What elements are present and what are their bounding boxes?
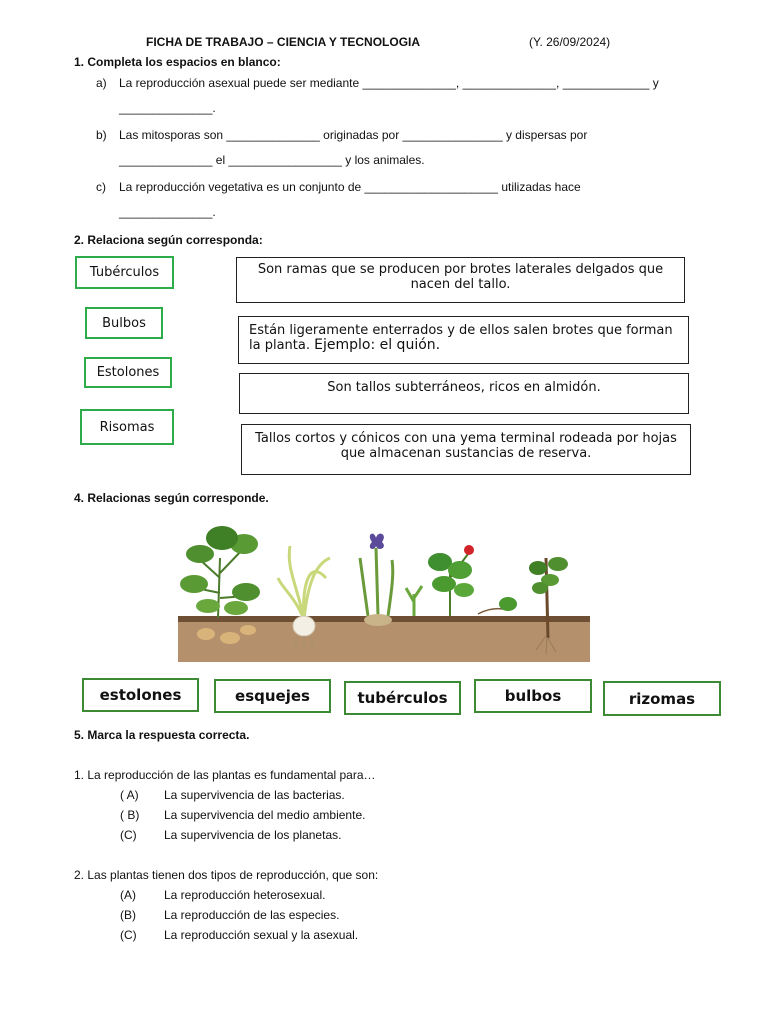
strawberry-plant-icon <box>428 545 517 616</box>
q2-option-b-text: La reproducción de las especies. <box>164 908 340 922</box>
q1-option-c-marker[interactable]: (C) <box>120 828 137 842</box>
definition-box-2[interactable] <box>238 316 689 364</box>
word-label: bulbos <box>504 687 562 705</box>
item-b-line1: Las mitosporas son ______________ originadas por _______________ y dispersas por <box>119 128 588 142</box>
question-2: 2. Las plantas tienen dos tipos de reproducción, que son: <box>74 868 379 882</box>
word-box-bulbos[interactable] <box>474 679 592 713</box>
definition-text: Son tallos subterráneos, ricos en almidón. <box>327 380 601 395</box>
worksheet-title: FICHA DE TRABAJO – CIENCIA Y TECNOLOGIA <box>146 35 421 49</box>
item-c-marker: c) <box>96 180 106 194</box>
section4-heading: 4. Relacionas según corresponde. <box>74 491 269 505</box>
q2-option-c-text: La reproducción sexual y la asexual. <box>164 928 359 942</box>
term-label: Risomas <box>99 419 155 435</box>
q2-option-b-marker[interactable]: (B) <box>120 908 136 922</box>
q1-option-b-text: La supervivencia del medio ambiente. <box>164 808 366 822</box>
definition-box-4[interactable] <box>241 424 691 475</box>
plants-illustration <box>178 518 590 662</box>
definition-box-1[interactable] <box>236 257 685 303</box>
word-box-rizomas[interactable] <box>603 681 721 716</box>
word-label: estolones <box>99 686 182 704</box>
term-label: Estolones <box>96 365 160 380</box>
q2-option-a-marker[interactable]: (A) <box>120 888 136 902</box>
item-a-line2: ______________. <box>119 101 216 115</box>
definition-text: Tallos cortos y cónicos con una yema terminal rodeada por hojas que almacenan sustancias de reserva. <box>255 431 677 461</box>
question-1: 1. La reproducción de las plantas es fundamental para… <box>74 768 376 782</box>
item-b-line2: ______________ el _________________ y los animales. <box>119 153 425 167</box>
q1-option-b-marker[interactable]: ( B) <box>120 808 140 822</box>
word-box-estolones[interactable] <box>82 678 199 712</box>
term-label: Tubérculos <box>89 265 160 280</box>
item-a-line1: La reproducción asexual puede ser mediante ______________, ______________, _____________ y <box>119 76 659 90</box>
section5-heading: 5. Marca la respuesta correcta. <box>74 728 250 742</box>
q1-option-a-marker[interactable]: ( A) <box>120 788 139 802</box>
term-box-estolones[interactable] <box>84 357 172 388</box>
definition-box-3[interactable] <box>239 373 689 414</box>
word-box-esquejes[interactable] <box>214 679 331 713</box>
definition-text: Están ligeramente enterrados y de ellos salen brotes que forman la planta. <box>249 323 673 353</box>
iris-plant-icon <box>360 534 393 626</box>
word-label: tubérculos <box>357 689 448 707</box>
section2-heading: 2. Relaciona según corresponda: <box>74 233 263 247</box>
q1-option-a-text: La supervivencia de las bacterias. <box>164 788 345 802</box>
definition-example: Ejemplo: el quión. <box>314 337 441 353</box>
term-box-risomas[interactable] <box>80 409 174 445</box>
term-label: Bulbos <box>102 315 146 331</box>
q2-option-a-text: La reproducción heterosexual. <box>164 888 326 902</box>
definition-text: Son ramas que se producen por brotes laterales delgados que nacen del tallo. <box>257 262 664 292</box>
word-label: esquejes <box>235 687 310 705</box>
q2-option-c-marker[interactable]: (C) <box>120 928 137 942</box>
term-box-tuberculos[interactable] <box>75 256 174 289</box>
worksheet-date: (Y. 26/09/2024) <box>529 35 611 49</box>
q1-option-c-text: La supervivencia de los planetas. <box>164 828 342 842</box>
item-c-line2: ______________. <box>119 205 216 219</box>
section1-heading: 1. Completa los espacios en blanco: <box>74 55 281 69</box>
item-c-line1: La reproducción vegetativa es un conjunto de ____________________ utilizadas hace <box>119 180 581 194</box>
sprout-icon <box>406 586 422 616</box>
word-label: rizomas <box>628 689 696 708</box>
item-a-marker: a) <box>96 76 107 90</box>
term-box-bulbos[interactable] <box>85 307 163 339</box>
word-box-tuberculos[interactable] <box>344 681 461 715</box>
item-b-marker: b) <box>96 128 107 142</box>
